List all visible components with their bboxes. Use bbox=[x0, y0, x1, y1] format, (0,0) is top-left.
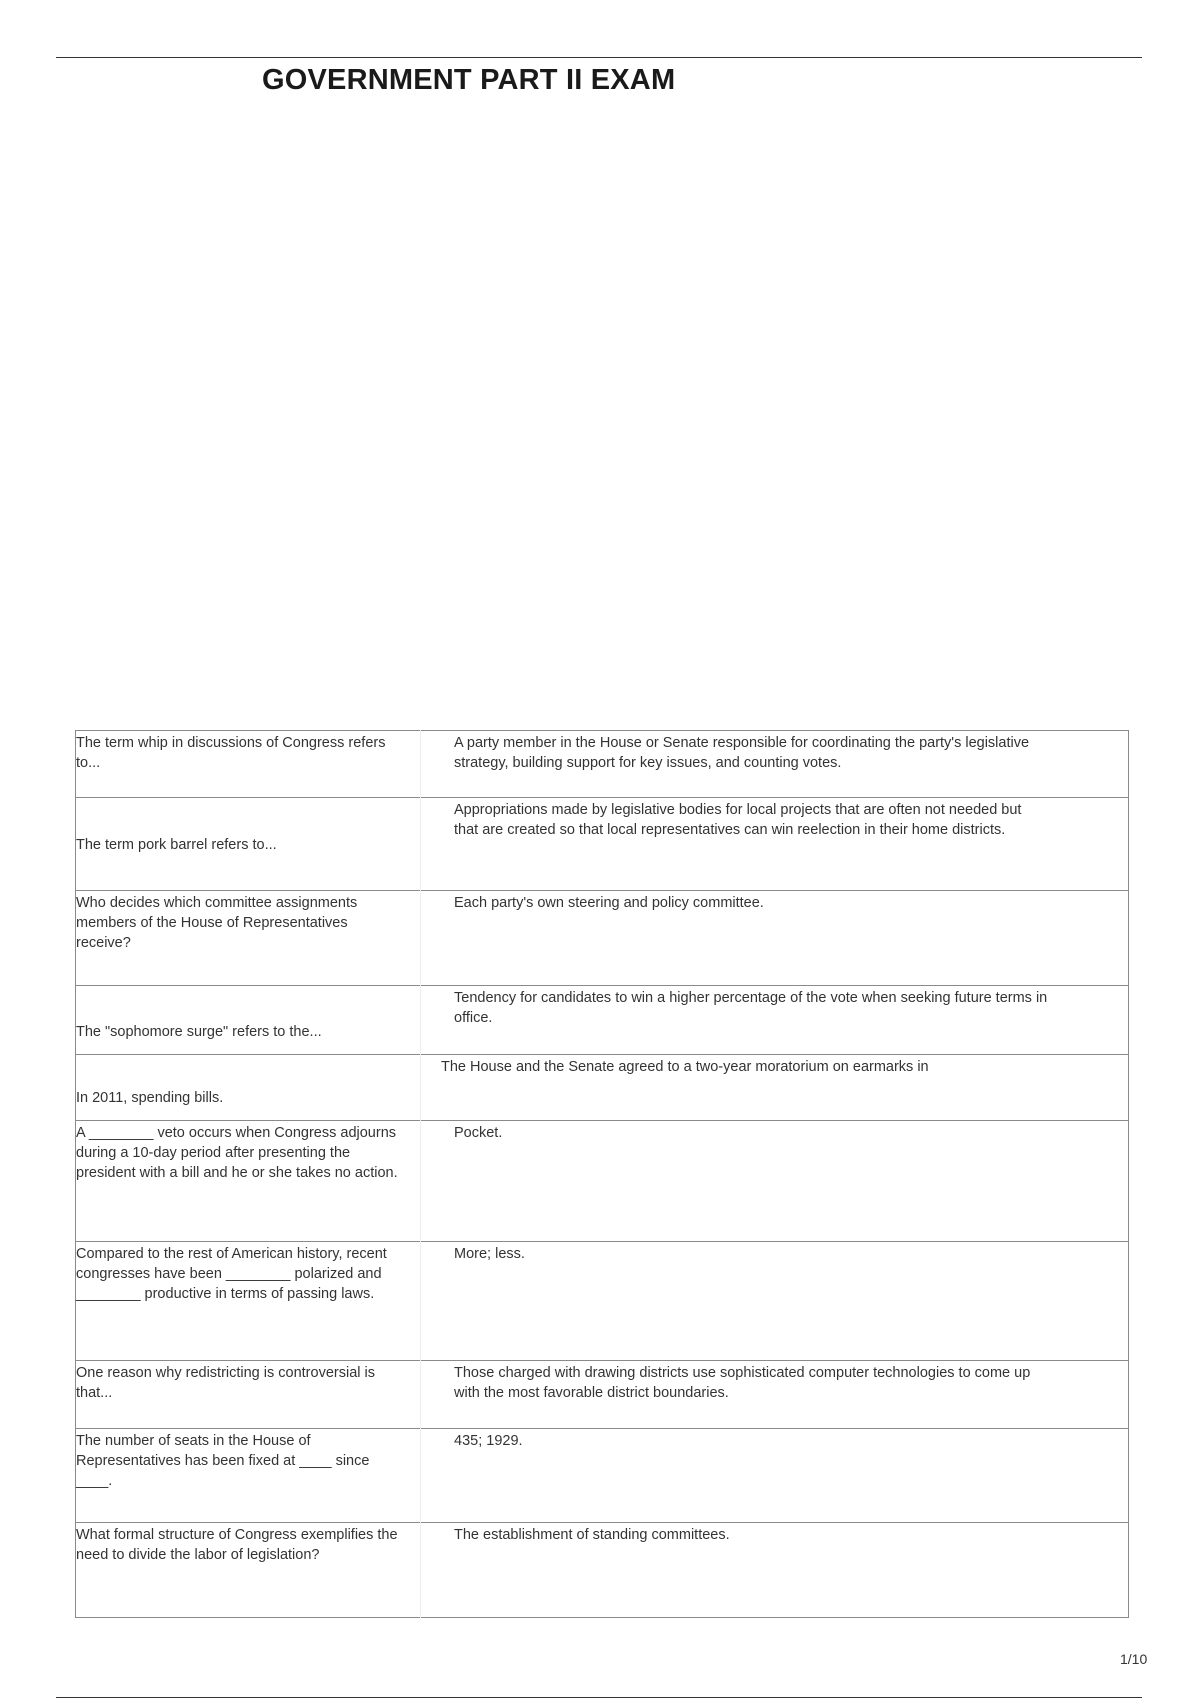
question-cell: The number of seats in the House of Representatives has been fixed at ____ since ____. bbox=[76, 1429, 421, 1523]
table-row bbox=[76, 986, 1129, 1055]
answer-cell: A party member in the House or Senate responsible for coordinating the party's legislative strategy, building support for key issues, and counting votes. bbox=[454, 735, 1030, 771]
answer-cell: The House and the Senate agreed to a two-year moratorium on earmarks in bbox=[421, 1055, 1129, 1121]
question-cell: One reason why redistricting is controversial is that... bbox=[76, 1361, 421, 1429]
answer-cell: 435; 1929. bbox=[421, 1429, 1129, 1523]
table-row bbox=[76, 1361, 1129, 1429]
table-row bbox=[76, 1523, 1129, 1618]
table-row bbox=[76, 1055, 1129, 1121]
answer-cell: The establishment of standing committees. bbox=[421, 1523, 1129, 1618]
answer-cell: Tendency for candidates to win a higher percentage of the vote when seeking future terms in office. bbox=[421, 986, 1129, 1055]
question-cell: A ________ veto occurs when Congress adjourns during a 10-day period after presenting the president with a bill and he or she takes no action. bbox=[76, 1121, 421, 1242]
question-cell: Who decides which committee assignments members of the House of Representatives receive? bbox=[76, 891, 421, 986]
answer-cell: More; less. bbox=[421, 1242, 1129, 1361]
answer-cell: Pocket. bbox=[421, 1121, 1129, 1242]
page-title: GOVERNMENT PART II EXAM bbox=[262, 64, 676, 96]
bottom-rule bbox=[56, 1697, 1142, 1698]
qa-table bbox=[75, 730, 1129, 1618]
table-row bbox=[76, 798, 1129, 891]
table-row bbox=[76, 891, 1129, 986]
table-row bbox=[76, 1121, 1129, 1242]
question-cell: What formal structure of Congress exemplifies the need to divide the labor of legislation? bbox=[76, 1523, 421, 1618]
table-row bbox=[76, 1242, 1129, 1361]
question-cell: The "sophomore surge" refers to the... bbox=[76, 986, 421, 1055]
top-rule bbox=[56, 57, 1142, 58]
answer-cell: Each party's own steering and policy committee. bbox=[421, 891, 1129, 986]
table-row bbox=[76, 731, 1129, 798]
question-cell: Compared to the rest of American history, recent congresses have been ________ polarized and ________ productive in terms of passing laws. bbox=[76, 1242, 421, 1361]
answer-cell: Appropriations made by legislative bodies for local projects that are often not needed but that are created so that local representatives can win reelection in their home districts. bbox=[421, 798, 1129, 891]
question-cell: The term whip in discussions of Congress refers to... bbox=[76, 731, 421, 798]
question-cell: In 2011, spending bills. bbox=[76, 1055, 421, 1121]
table-row bbox=[76, 1429, 1129, 1523]
answer-cell: Those charged with drawing districts use sophisticated computer technologies to come up with the most favorable district boundaries. bbox=[421, 1361, 1129, 1429]
page-number: 1/10 bbox=[1120, 1651, 1148, 1667]
question-cell: The term pork barrel refers to... bbox=[76, 798, 421, 891]
